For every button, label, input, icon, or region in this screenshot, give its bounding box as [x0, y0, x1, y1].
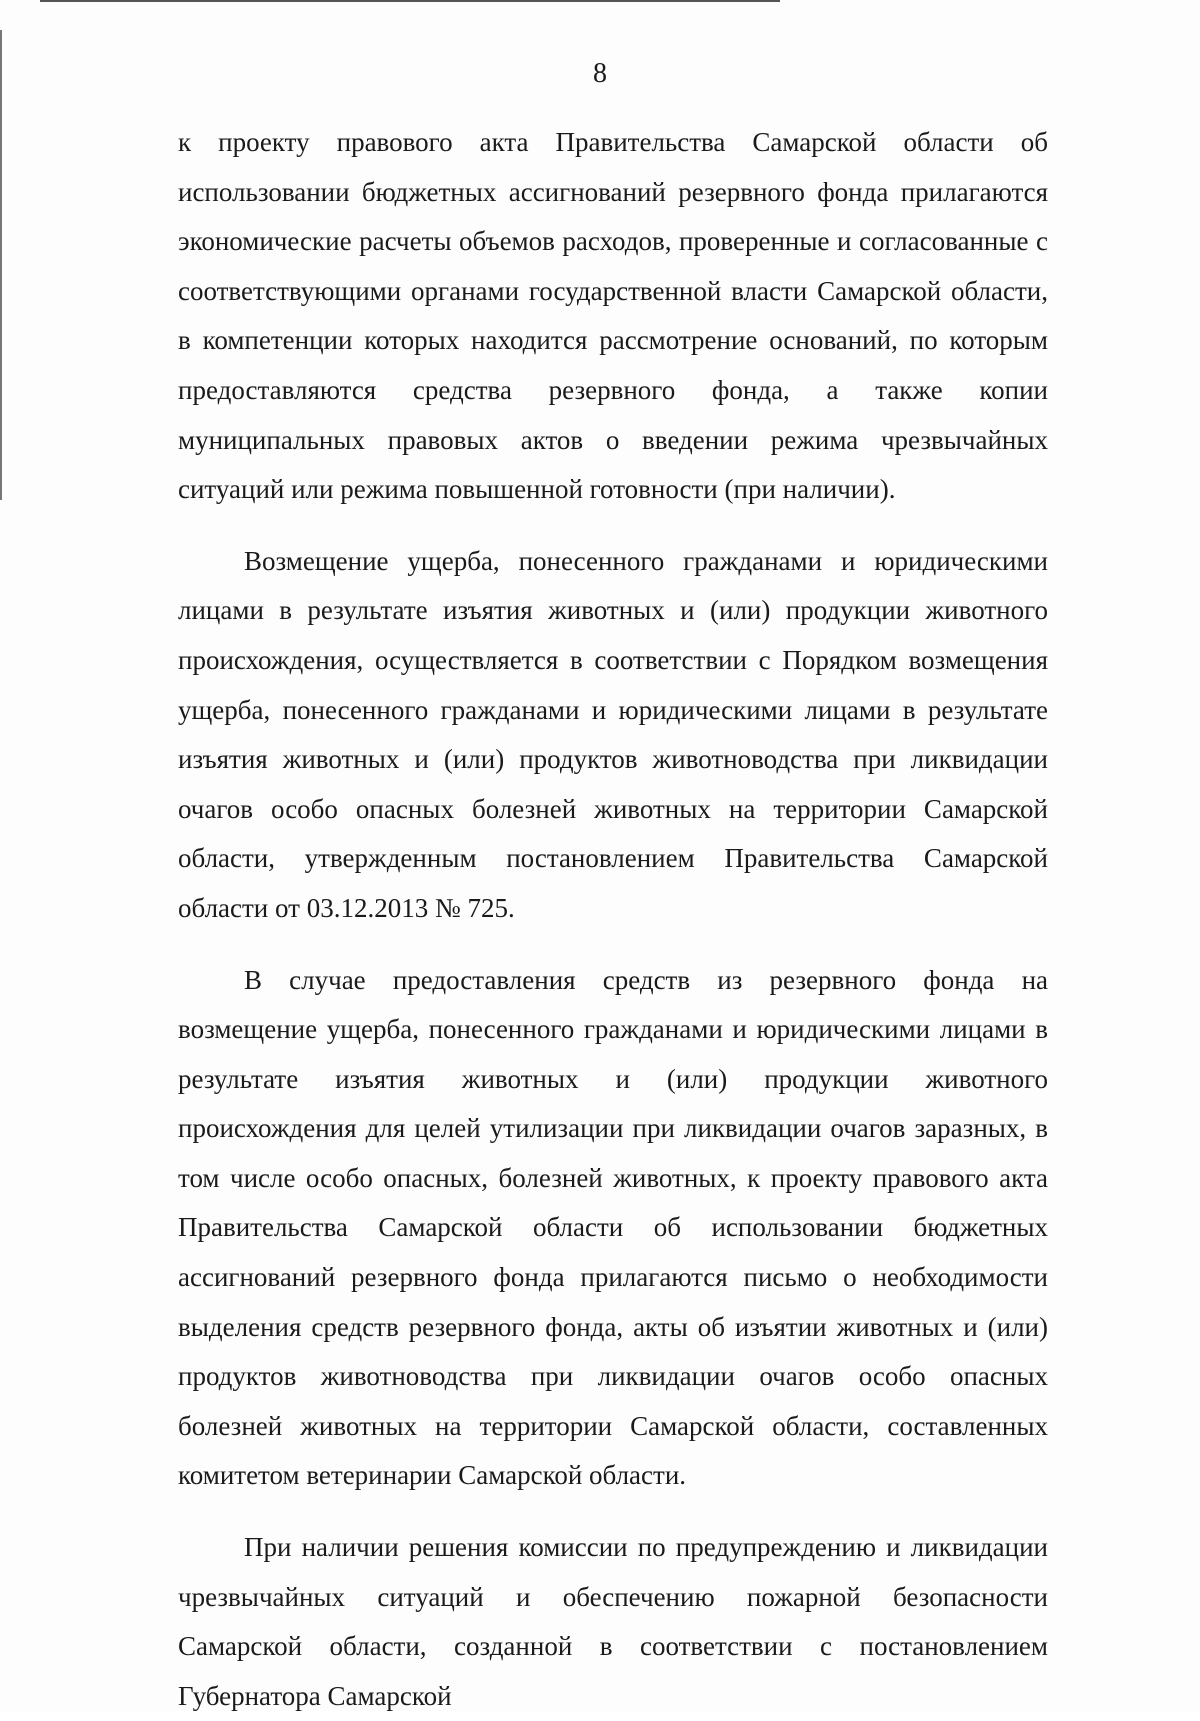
paragraph-2: Возмещение ущерба, понесенного гражданами и юридическими лицами в результате изъятия животных и (или) продукции животного происхождения, осуществляется в соответствии с Порядком возмещения ущерба, понесенного гражданами и юридическими лицами в результате изъятия животных и (или) продуктов животноводства при ликвидации очагов особо опасных болезней животных на территории Самарской области, утвержденным постановлением Правительства Самарской области от 03.12.2013 № 725. — [178, 545, 1048, 923]
scan-top-border — [40, 0, 780, 2]
paragraph-4: При наличии решения комиссии по предупреждению и ликвидации чрезвычайных ситуаций и обеспечению пожарной безопасности Самарской области, созданной в соответствии с постановлением Губернатора Самарской — [178, 1532, 1048, 1711]
paragraph-3: В случае предоставления средств из резервного фонда на возмещение ущерба, понесенного гражданами и юридическими лицами в результате изъятия животных и (или) продукции животного происхождения для целей утилизации при ликвидации очагов заразных, в том числе особо опасных, болезней животных, к проекту правового акта Правительства Самарской области об использовании бюджетных ассигнований резервного фонда прилагаются письмо о необходимости выделения средств резервного фонда, акты об изъятии животных и (или) продуктов животноводства при ликвидации очагов особо опасных болезней животных на территории Самарской области, составленных комитетом ветеринарии Самарской области. — [178, 964, 1048, 1491]
scan-left-edge — [0, 30, 2, 500]
paragraph-1: к проекту правового акта Правительства Самарской области об использовании бюджетных ассигнований резервного фонда прилагаются экономические расчеты объемов расходов, проверенные и согласованные с соответствующими органами государственной власти Самарской области, в компетенции которых находится рассмотрение оснований, по которым предоставляются средства резервного фонда, а также копии муниципальных правовых актов о введении режима чрезвычайных ситуаций или режима повышенной готовности (при наличии). — [178, 127, 1048, 505]
page-number: 8 — [593, 58, 607, 89]
document-body — [178, 118, 1048, 1721]
